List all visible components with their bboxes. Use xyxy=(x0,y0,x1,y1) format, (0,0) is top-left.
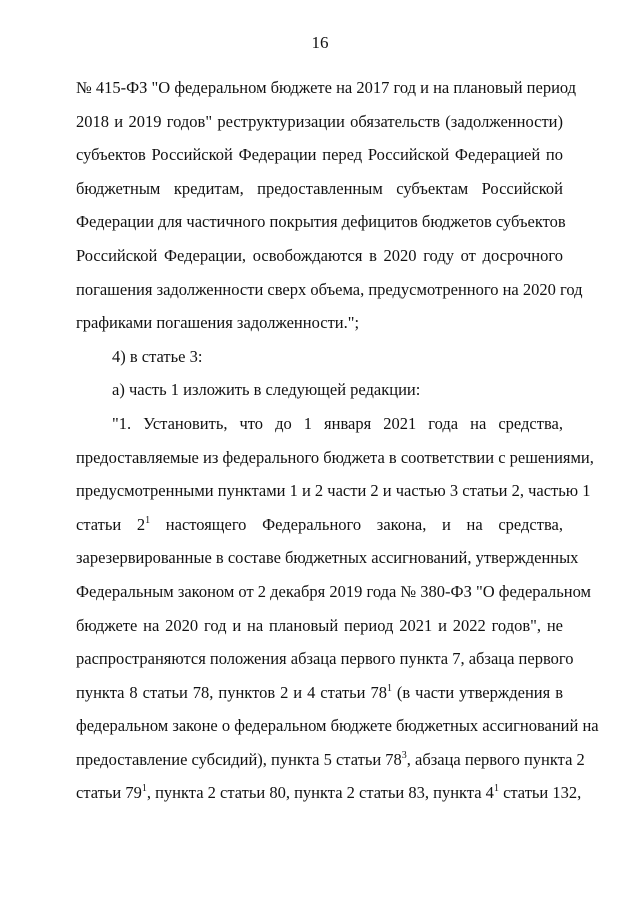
text-fragment: статьи 132, xyxy=(498,783,582,803)
text-line: Федерации для частичного покрытия дефицитов бюджетов субъектов xyxy=(76,212,566,232)
text-line xyxy=(76,676,563,710)
text-line: № 415-ФЗ "О федеральном бюджете на 2017 год и на плановый период xyxy=(76,78,577,97)
text-line: предусмотренными пунктами 1 и 2 части 2 и частью 3 статьи 2, частью 1 xyxy=(76,481,591,501)
text-fragment: , абзаца первого пункта 2 xyxy=(406,749,585,769)
text-fragment: предоставление субсидий), пункта 5 статьи 78 xyxy=(76,749,402,769)
text-line: погашения задолженности сверх объема, предусмотренного на 2020 год xyxy=(76,279,583,299)
text-line: распространяются положения абзаца первого пункта 7, абзаца первого xyxy=(76,649,574,669)
list-item-heading: а) часть 1 изложить в следующей редакции: xyxy=(112,380,421,400)
text-line: зарезервированные в составе бюджетных ассигнований, утвержденных xyxy=(76,548,579,568)
superscript: 1 xyxy=(141,783,147,795)
text-line: федеральном законе о федеральном бюджете бюджетных ассигнований на xyxy=(76,716,599,736)
text-line: "1. Установить, что до 1 января 2021 года на средства, xyxy=(112,413,563,433)
page-number: 16 xyxy=(311,33,329,52)
text-line: бюджетным кредитам, предоставленным субъектам Российской xyxy=(76,178,563,198)
text-line xyxy=(76,776,582,810)
text-fragment: статьи 79 xyxy=(76,783,142,803)
list-item-heading: 4) в статье 3: xyxy=(112,346,203,366)
text-line xyxy=(76,743,585,777)
superscript: 1 xyxy=(493,783,499,795)
text-fragment: (в части утверждения в xyxy=(391,682,563,702)
text-line: Российской Федерации, освобождаются в 2020 году от досрочного xyxy=(76,245,563,265)
superscript: 1 xyxy=(145,514,151,526)
document-body xyxy=(76,71,599,810)
text-fragment: настоящего Федерального закона, и на средства, xyxy=(150,514,563,534)
text-line xyxy=(76,508,563,542)
superscript: 1 xyxy=(386,682,392,694)
text-fragment: , пункта 2 статьи 80, пункта 2 статьи 83, пункта 4 xyxy=(146,783,494,803)
text-fragment: пункта 8 статьи 78, пунктов 2 и 4 статьи 78 xyxy=(76,682,387,702)
text-line: бюджете на 2020 год и на плановый период 2021 и 2022 годов", не xyxy=(76,615,563,635)
text-line: субъектов Российской Федерации перед Российской Федерацией по xyxy=(76,145,563,165)
superscript: 3 xyxy=(401,749,407,761)
text-line: Федеральным законом от 2 декабря 2019 года № 380-ФЗ "О федеральном xyxy=(76,581,591,601)
text-fragment: статьи 2 xyxy=(76,514,146,534)
text-line: графиками погашения задолженности."; xyxy=(76,313,360,333)
text-line: 2018 и 2019 годов" реструктуризации обязательств (задолженности) xyxy=(76,111,563,131)
text-line: предоставляемые из федерального бюджета в соответствии с решениями, xyxy=(76,447,594,467)
